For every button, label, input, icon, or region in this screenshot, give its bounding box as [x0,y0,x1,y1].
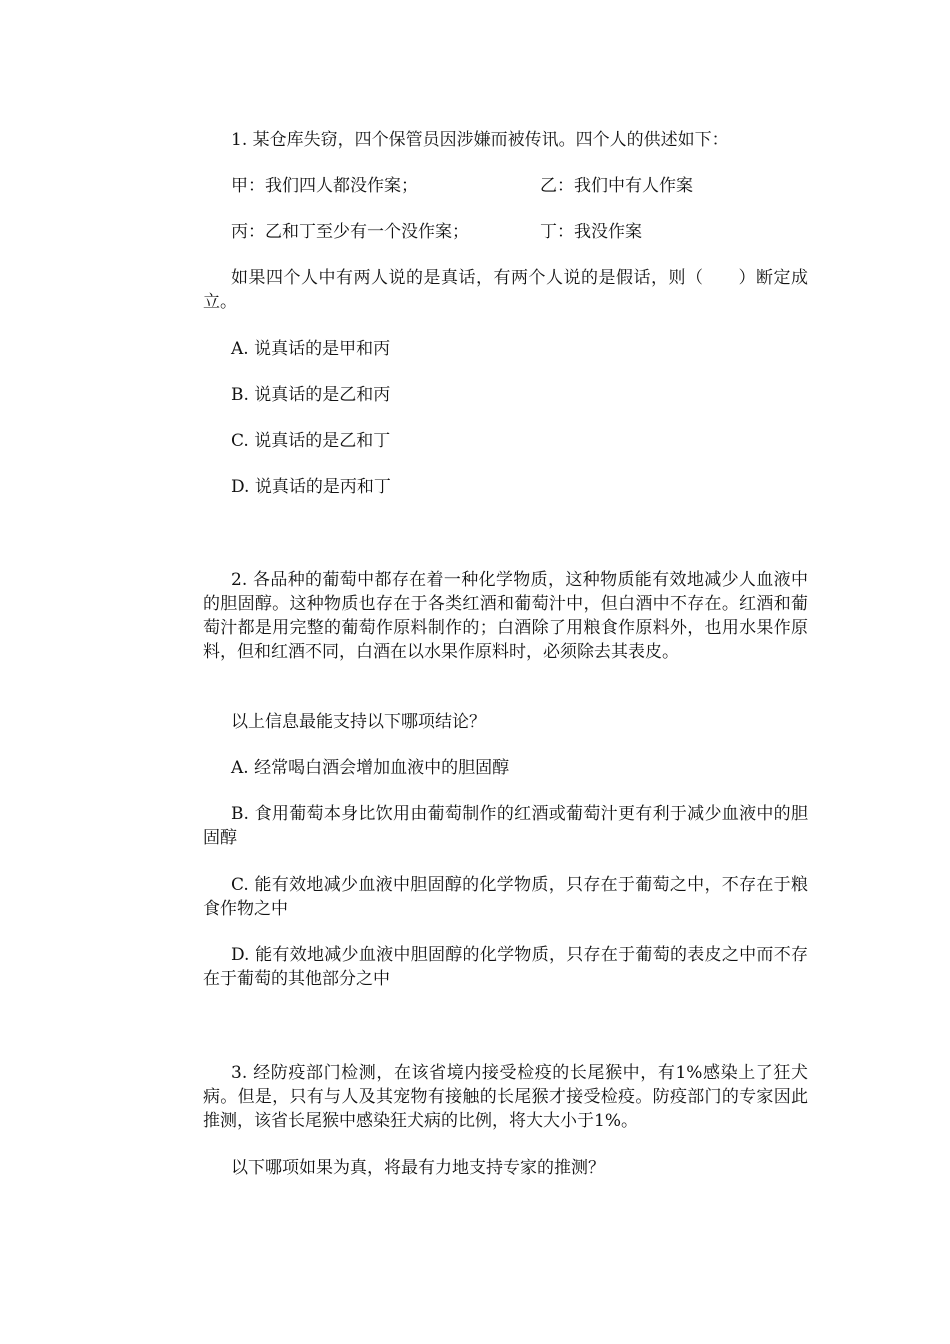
q1-statement-jia: 甲：我们四人都没作案； [231,176,418,196]
q1-option-d: D. 说真话的是丙和丁 [231,477,391,497]
q2-question: 以上信息最能支持以下哪项结论？ [231,712,486,732]
q2-option-c: C. 能有效地减少血液中胆固醇的化学物质，只存在于葡萄之中，不存在于粮食作物之中 [203,875,808,919]
q1-question: 如果四个人中有两人说的是真话，有两个人说的是假话，则（ ）断定成立。 [203,268,808,312]
q1-option-a: A. 说真话的是甲和丙 [231,339,391,359]
q1-statement-ding: 丁：我没作案 [540,222,642,242]
q3-question: 以下哪项如果为真，将最有力地支持专家的推测？ [231,1158,605,1178]
q2-option-d: D. 能有效地减少血液中胆固醇的化学物质，只存在于葡萄的表皮之中而不存在于葡萄的其他部分之中 [203,945,808,989]
q3-stem: 3. 经防疫部门检测，在该省境内接受检疫的长尾猴中，有1%感染上了狂犬病。但是，只有与人及其宠物有接触的长尾猴才接受检疫。防疫部门的专家因此推测，该省长尾猴中感染狂犬病的比例，将大大小于1%。 [203,1063,808,1131]
q1-statement-yi: 乙：我们中有人作案 [540,176,693,196]
q2-option-b: B. 食用葡萄本身比饮用由葡萄制作的红酒或葡萄汁更有利于减少血液中的胆固醇 [203,804,808,848]
q1-option-b: B. 说真话的是乙和丙 [231,385,391,405]
q1-option-c: C. 说真话的是乙和丁 [231,431,391,451]
q1-statement-bing: 丙：乙和丁至少有一个没作案； [231,222,469,242]
q2-stem: 2. 各品种的葡萄中都存在着一种化学物质，这种物质能有效地减少人血液中的胆固醇。这种物质也存在于各类红酒和葡萄汁中，但白酒中不存在。红酒和葡萄汁都是用完整的葡萄作原料制作的；白酒除了用粮食作原料外，也用水果作原料，但和红酒不同，白酒在以水果作原料时，必须除去其表皮。 [203,570,808,662]
q2-option-a: A. 经常喝白酒会增加血液中的胆固醇 [231,758,510,778]
q1-stem: 1. 某仓库失窃，四个保管员因涉嫌而被传讯。四个人的供述如下： [231,130,729,150]
